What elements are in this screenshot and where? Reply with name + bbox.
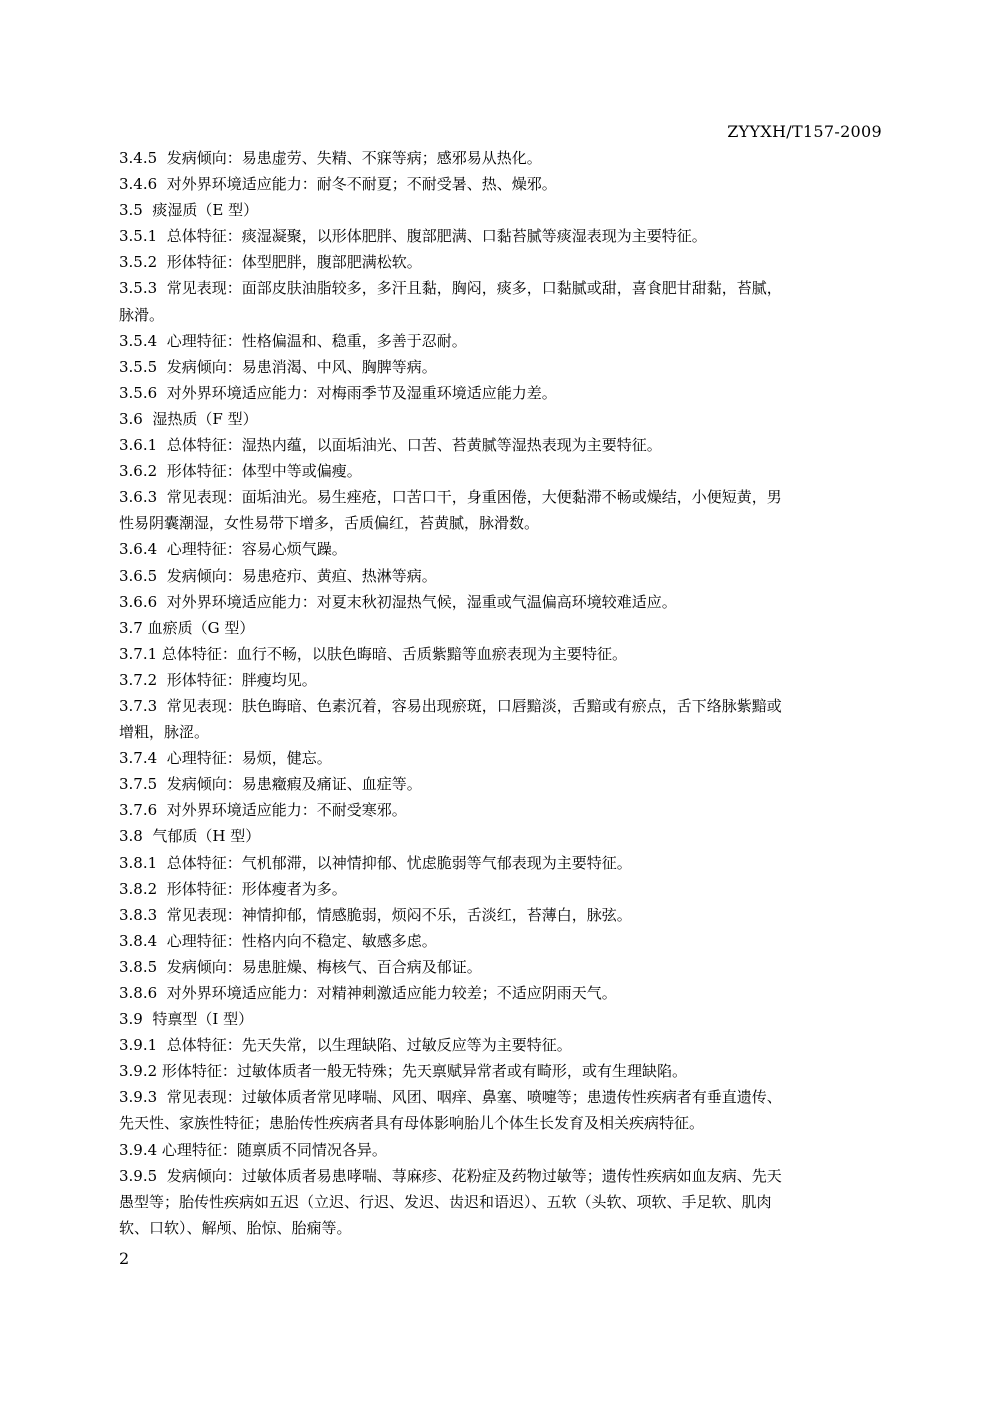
text-line: 3.5.2 形体特征：体型肥胖，腹部肥满松软。 bbox=[119, 253, 422, 272]
text-line: 3.6.5 发病倾向：易患疮疖、黄疸、热淋等病。 bbox=[119, 566, 437, 585]
text-line: 3.7.2 形体特征：胖瘦均见。 bbox=[119, 670, 317, 689]
text-line: 3.5.4 心理特征：性格偏温和、稳重，多善于忍耐。 bbox=[119, 331, 467, 350]
text-line: 愚型等；胎传性疾病如五迟（立迟、行迟、发迟、齿迟和语迟）、五软（头软、项软、手足软、肌肉 bbox=[119, 1192, 772, 1211]
text-line: 3.8 气郁质（H 型） bbox=[119, 827, 261, 846]
text-line: 3.6 湿热质（F 型） bbox=[119, 409, 258, 428]
text-line: 3.8.3 常见表现：神情抑郁，情感脆弱，烦闷不乐，舌淡红，苔薄白，脉弦。 bbox=[119, 905, 632, 924]
document-body bbox=[119, 145, 884, 1241]
text-line: 3.7 血瘀质（G 型） bbox=[119, 618, 255, 637]
text-line: 3.9.3 常见表现：过敏体质者常见哮喘、风团、咽痒、鼻塞、喷嚏等；患遗传性疾病者有垂直遗传、 bbox=[119, 1088, 782, 1107]
text-line: 3.9.2 形体特征：过敏体质者一般无特殊；先天禀赋异常者或有畸形，或有生理缺陷。 bbox=[119, 1062, 687, 1081]
text-line: 3.8.6 对外界环境适应能力：对精神刺激适应能力较差；不适应阴雨天气。 bbox=[119, 984, 617, 1002]
text-line: 3.4.5 发病倾向：易患虚劳、失精、不寐等病；感邪易从热化。 bbox=[119, 149, 542, 167]
text-line: 3.7.5 发病倾向：易患癥瘕及痛证、血症等。 bbox=[119, 775, 422, 794]
text-line: 3.9 特禀型（I 型） bbox=[119, 1010, 254, 1029]
text-line: 3.6.3 常见表现：面垢油光。易生痤疮，口苦口干，身重困倦，大便黏滞不畅或燥结，小便短黄，男 bbox=[119, 488, 782, 507]
text-line: 增粗，脉涩。 bbox=[119, 723, 210, 742]
text-line: 软、口软）、解颅、胎惊、胎痫等。 bbox=[119, 1218, 352, 1237]
text-line: 3.8.5 发病倾向：易患脏燥、梅核气、百合病及郁证。 bbox=[119, 957, 482, 976]
text-line: 3.5.6 对外界环境适应能力：对梅雨季节及湿重环境适应能力差。 bbox=[119, 383, 557, 402]
text-line: 3.4.6 对外界环境适应能力：耐冬不耐夏；不耐受暑、热、燥邪。 bbox=[119, 175, 557, 194]
text-line: 3.8.2 形体特征：形体瘦者为多。 bbox=[119, 879, 347, 898]
text-line: 3.9.4 心理特征：随禀质不同情况各异。 bbox=[119, 1140, 387, 1159]
text-line: 3.5.5 发病倾向：易患消渴、中风、胸脾等病。 bbox=[119, 357, 437, 376]
text-line: 3.5.3 常见表现：面部皮肤油脂较多，多汗且黏，胸闷，痰多，口黏腻或甜，喜食肥甘甜黏，苔腻， bbox=[119, 279, 782, 298]
text-line: 3.7.6 对外界环境适应能力：不耐受寒邪。 bbox=[119, 801, 407, 820]
text-line: 3.8.4 心理特征：性格内向不稳定、敏感多虑。 bbox=[119, 931, 437, 950]
text-line: 3.5 痰湿质（E 型） bbox=[119, 201, 259, 220]
text-line: 3.6.1 总体特征：湿热内蕴，以面垢油光、口苦、苔黄腻等湿热表现为主要特征。 bbox=[119, 436, 662, 455]
standard-code-header: ZYYXH/T157-2009 bbox=[727, 122, 882, 141]
text-line: 3.7.3 常见表现：肤色晦暗、色素沉着，容易出现瘀斑，口唇黯淡，舌黯或有瘀点，舌下络脉紫黯或 bbox=[119, 696, 782, 715]
text-line: 3.9.1 总体特征：先天失常，以生理缺陷、过敏反应等为主要特征。 bbox=[119, 1036, 572, 1055]
text-line: 性易阴囊潮湿，女性易带下增多，舌质偏红，苔黄腻，脉滑数。 bbox=[119, 514, 540, 533]
text-line: 3.6.4 心理特征：容易心烦气躁。 bbox=[119, 540, 347, 559]
text-line: 3.6.2 形体特征：体型中等或偏瘦。 bbox=[119, 462, 362, 481]
page-number: 2 bbox=[119, 1249, 130, 1268]
text-line: 3.7.1 总体特征：血行不畅，以肤色晦暗、舌质紫黯等血瘀表现为主要特征。 bbox=[119, 644, 627, 663]
text-line: 3.6.6 对外界环境适应能力：对夏末秋初湿热气候，湿重或气温偏高环境较难适应。 bbox=[119, 592, 677, 611]
text-line: 先天性、家族性特征；患胎传性疾病者具有母体影响胎儿个体生长发育及相关疾病特征。 bbox=[119, 1114, 705, 1133]
text-line: 3.8.1 总体特征：气机郁滞，以神情抑郁、忧虑脆弱等气郁表现为主要特征。 bbox=[119, 853, 632, 872]
text-line: 3.5.1 总体特征：痰湿凝聚，以形体肥胖、腹部肥满、口黏苔腻等痰湿表现为主要特征。 bbox=[119, 227, 707, 246]
text-line: 脉滑。 bbox=[119, 305, 165, 324]
text-line: 3.9.5 发病倾向：过敏体质者易患哮喘、荨麻疹、花粉症及药物过敏等；遗传性疾病如血友病、先天 bbox=[119, 1166, 782, 1185]
text-line: 3.7.4 心理特征：易烦，健忘。 bbox=[119, 749, 332, 768]
